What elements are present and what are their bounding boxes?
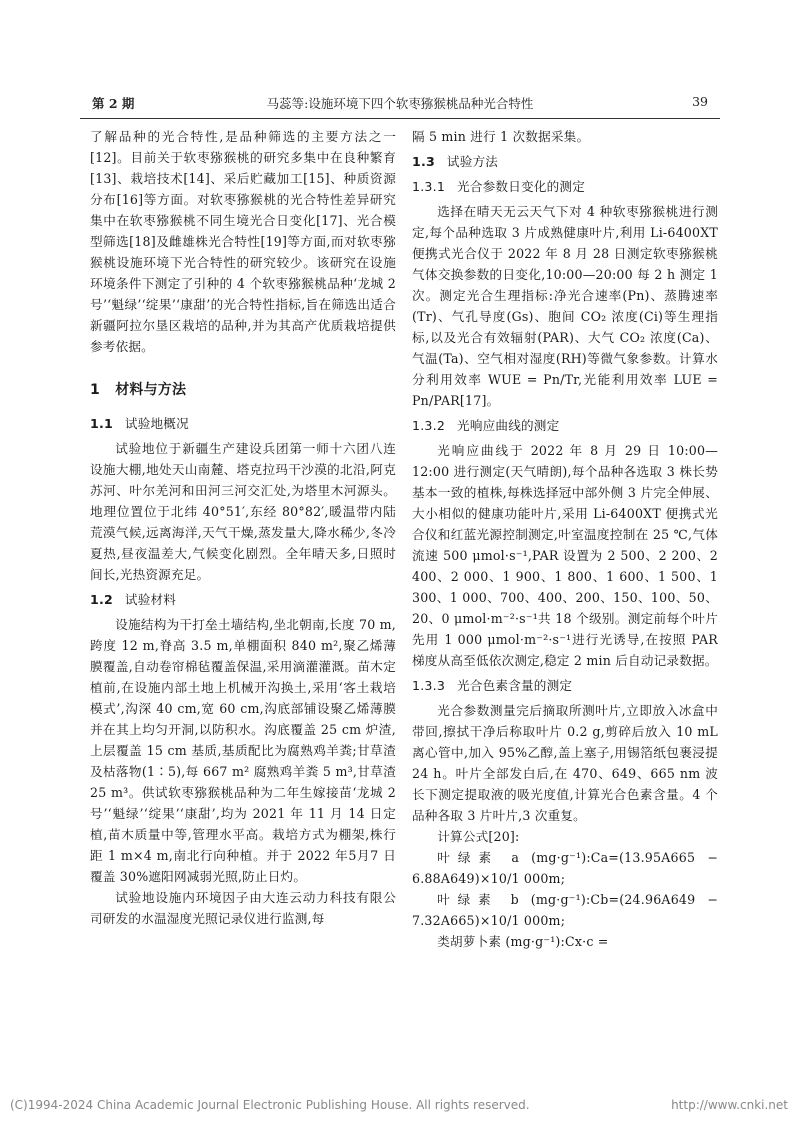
issue-number: 第 2 期 <box>92 96 135 111</box>
left-column <box>90 126 396 929</box>
header-rule <box>80 118 720 119</box>
page-footer <box>0 1098 800 1116</box>
section-title: 材料与方法 <box>115 382 187 398</box>
site-paragraph: 试验地位于新疆生产建设兵团第一师十六团八连设施大棚,地处天山南麓、塔克拉玛干沙漠的北沿,阿克苏河、叶尔羌河和田河三河交汇处,为塔里木河源头。地理位置位于北纬 40°51′,东经 80°82′,暖温带内陆荒漠气候,远离海洋,天气干燥,蒸发量大,降水稀少,冬冷夏热,昼夜温差大,气候变化剧烈。全年晴天多,日照时间长,光热资源充足。 <box>90 441 396 582</box>
footer-link[interactable]: http://www.cnki.net <box>671 1098 788 1112</box>
diurnal-paragraph: 选择在晴天无云天气下对 4 种软枣猕猴桃进行测定,每个品种选取 3 片成熟健康叶片,利用 Li-6400XT 便携式光合仪于 2022 年 8 月 28 日测定软枣猕猴桃气体交换参数的日变化,10:00—20:00 每 2 h 测定 1 次。测定光合生理指标:净光合速率(Pn)、蒸腾速率(Tr)、气孔导度(Gs)、胞间 CO₂ 浓度(Ci)等生理指标,以及光合有效辐射(PAR)、大气 CO₂ 浓度(Ca)、气温(Ta)、空气相对湿度(RH)等微气象参数。计算水分利用效率 WUE = Pn/Tr,光能利用效率 LUE = Pn/PAR[17]。 <box>412 204 718 408</box>
section-heading-materials-methods <box>90 379 396 401</box>
subsection-heading-site <box>90 413 396 434</box>
formula-chlorophyll-a: 叶绿素 a (mg·g⁻¹):Ca=(13.95A665 − 6.88A649)×10/1 000m; <box>412 850 718 886</box>
subsubsection-heading-light-response <box>412 415 718 436</box>
continuation-paragraph: 隔 5 min 进行 1 次数据采集。 <box>412 129 590 144</box>
subsubsection-title: 光合色素含量的测定 <box>457 678 573 693</box>
subsubsection-number: 1.3.3 <box>412 678 446 693</box>
formula-chlorophyll-b: 叶绿素 b (mg·g⁻¹):Cb=(24.96A649 − 7.32A665)×10/1 000m; <box>412 892 718 928</box>
subsection-number: 1.3 <box>412 154 435 169</box>
subsection-number: 1.1 <box>90 416 113 431</box>
running-title: 马蕊等:设施环境下四个软枣猕猴桃品种光合特性 <box>266 96 534 111</box>
subsection-number: 1.2 <box>90 592 113 607</box>
formula-carotenoid: 类胡萝卜素 (mg·g⁻¹):Cx·c = <box>437 934 609 949</box>
intro-paragraph: 了解品种的光合特性,是品种筛选的主要方法之一[12]。目前关于软枣猕猴桃的研究多集中在良种繁育[13]、栽培技术[14]、采后贮藏加工[15]、种质资源分布[16]等方面。对软枣猕猴桃的光合特性差异研究集中在软枣猕猴桃不同生境光合日变化[17]、光合模型筛选[18]及雌雄株光合特性[19]等方面,而对软枣猕猴桃设施环境下光合特性的研究较少。该研究在设施环境条件下测定了引种的 4 个软枣猕猴桃品种‘龙城 2 号’‘魁绿’‘绽果’‘康甜’的光合特性指标,旨在筛选出适合新疆阿拉尔垦区栽培的品种,并为其高产优质栽培提供参考依据。 <box>90 129 396 354</box>
subsubsection-number: 1.3.1 <box>412 179 446 194</box>
subsubsection-number: 1.3.2 <box>412 418 446 433</box>
subsubsection-heading-diurnal <box>412 176 718 197</box>
light-response-paragraph: 光响应曲线于 2022 年 8 月 29 日 10:00—12:00 进行测定(天气晴朗),每个品种各选取 3 株长势基本一致的植株,每株选择冠中部外侧 3 片完全伸展、大小相似的健康功能叶片,采用 Li-6400XT 便携式光合仪和红蓝光源控制测定,叶室温度控制在 25 ℃,气体流速 500 μmol·s⁻¹,PAR 设置为 2 500、2 200、2 400、2 000、1 900、1 800、1 600、1 500、1 300、1 000、700、400、200、150、100、50、20、0 μmol·m⁻²·s⁻¹共 18 个级别。测定前每个叶片先用 1 000 μmol·m⁻²·s⁻¹进行光诱导,在按照 PAR 梯度从高至低依次测定,稳定 2 min 后自动记录数据。 <box>412 443 718 668</box>
subsection-heading-methods <box>412 151 718 172</box>
monitoring-paragraph: 试验地设施内环境因子由大连云动力科技有限公司研发的水温湿度光照记录仪进行监测,每 <box>90 890 396 926</box>
materials-paragraph: 设施结构为干打垒土墙结构,坐北朝南,长度 70 m,跨度 12 m,脊高 3.5 m,单棚面积 840 m²,聚乙烯薄膜覆盖,自动卷帘棉毡覆盖保温,采用滴灌灌溉。苗木定植前,在设施内部土地上机械开沟换土,采用‘客土栽培模式’,沟深 40 cm,宽 60 cm,沟底部铺设聚乙烯薄膜并在其上均匀开洞,以防积水。沟底覆盖 25 cm 炉渣,上层覆盖 15 cm 基质,基质配比为腐熟鸡羊粪;甘草渣及枯落物(1∶5),每 667 m² 腐熟鸡羊粪 5 m³,甘草渣 25 m³。供试软枣猕猴桃品种为二年生嫁接苗‘龙城 2 号’‘魁绿’‘绽果’‘康甜’,均为 2021 年 11 月 14 日定植,苗木质量中等,管理水平高。栽培方式为棚架,株行距 1 m×4 m,南北行向种植。并于 2022 年5月7 日覆盖 30%遮阳网减弱光照,防止日灼。 <box>90 617 396 884</box>
page-number: 39 <box>692 94 708 109</box>
subsubsection-title: 光响应曲线的测定 <box>457 418 560 433</box>
subsection-heading-materials <box>90 589 396 610</box>
section-number: 1 <box>90 382 100 398</box>
formula-label: 计算公式[20]: <box>437 829 520 844</box>
subsection-title: 试验地概况 <box>124 416 189 431</box>
subsubsection-heading-pigment <box>412 675 718 696</box>
pigment-paragraph: 光合参数测量完后摘取所测叶片,立即放入冰盒中带回,擦拭干净后称取叶片 0.2 g,剪碎后放入 10 mL 离心管中,加入 95%乙醇,盖上塞子,用锡箔纸包裹浸提 24 h。叶片全部发白后,在 470、649、665 nm 波长下测定提取液的吸光度值,计算光合色素含量。4 个品种各取 3 片叶片,3 次重复。 <box>412 703 718 823</box>
running-header <box>80 94 720 116</box>
subsection-title: 试验方法 <box>446 154 499 169</box>
subsection-title: 试验材料 <box>124 592 177 607</box>
right-column <box>412 126 718 952</box>
subsubsection-title: 光合参数日变化的测定 <box>457 179 585 194</box>
copyright-notice: (C)1994-2024 China Academic Journal Electronic Publishing House. All rights reserved. <box>10 1098 530 1112</box>
